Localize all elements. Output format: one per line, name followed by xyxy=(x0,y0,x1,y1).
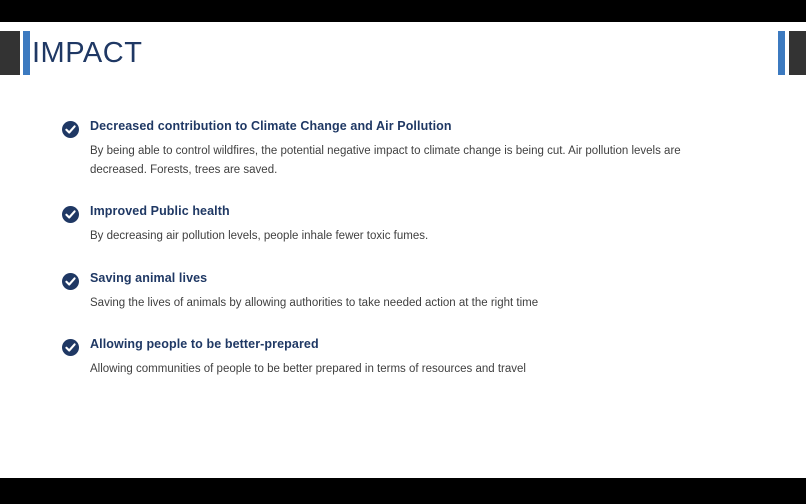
header-decoration-left-blue xyxy=(23,31,30,75)
page-title: IMPACT xyxy=(32,37,143,69)
list-item-heading: Decreased contribution to Climate Change and Air Pollution xyxy=(90,119,452,133)
letterbox-bottom xyxy=(0,478,806,504)
slide-canvas xyxy=(0,22,806,478)
list-item-heading: Improved Public health xyxy=(90,204,230,218)
list-item-body: By being able to control wildfires, the potential negative impact to climate change is being cut. Air pollution levels are decreased. Forests, trees are saved. xyxy=(90,145,681,176)
check-circle-icon xyxy=(62,339,79,356)
letterbox-top xyxy=(0,0,806,22)
header-decoration-left-dark xyxy=(0,31,20,75)
list-item-heading: Allowing people to be better-prepared xyxy=(90,337,319,351)
check-circle-icon xyxy=(62,121,79,138)
list-item-body: Allowing communities of people to be better prepared in terms of resources and travel xyxy=(90,363,526,375)
list-item-body: Saving the lives of animals by allowing authorities to take needed action at the right time xyxy=(90,296,539,309)
check-circle-icon xyxy=(62,273,79,290)
list-item xyxy=(0,270,806,313)
list-item xyxy=(0,203,806,246)
list-item-heading: Saving animal lives xyxy=(90,270,208,285)
header-decoration-right-dark xyxy=(789,31,806,75)
header-decoration-right-blue xyxy=(778,31,785,75)
list-item-body: By decreasing air pollution levels, people inhale fewer toxic fumes. xyxy=(90,230,429,242)
bullet-list xyxy=(0,118,806,403)
slide-header xyxy=(0,22,806,84)
list-item xyxy=(0,336,806,379)
check-circle-icon xyxy=(62,206,79,223)
list-item xyxy=(0,118,806,179)
